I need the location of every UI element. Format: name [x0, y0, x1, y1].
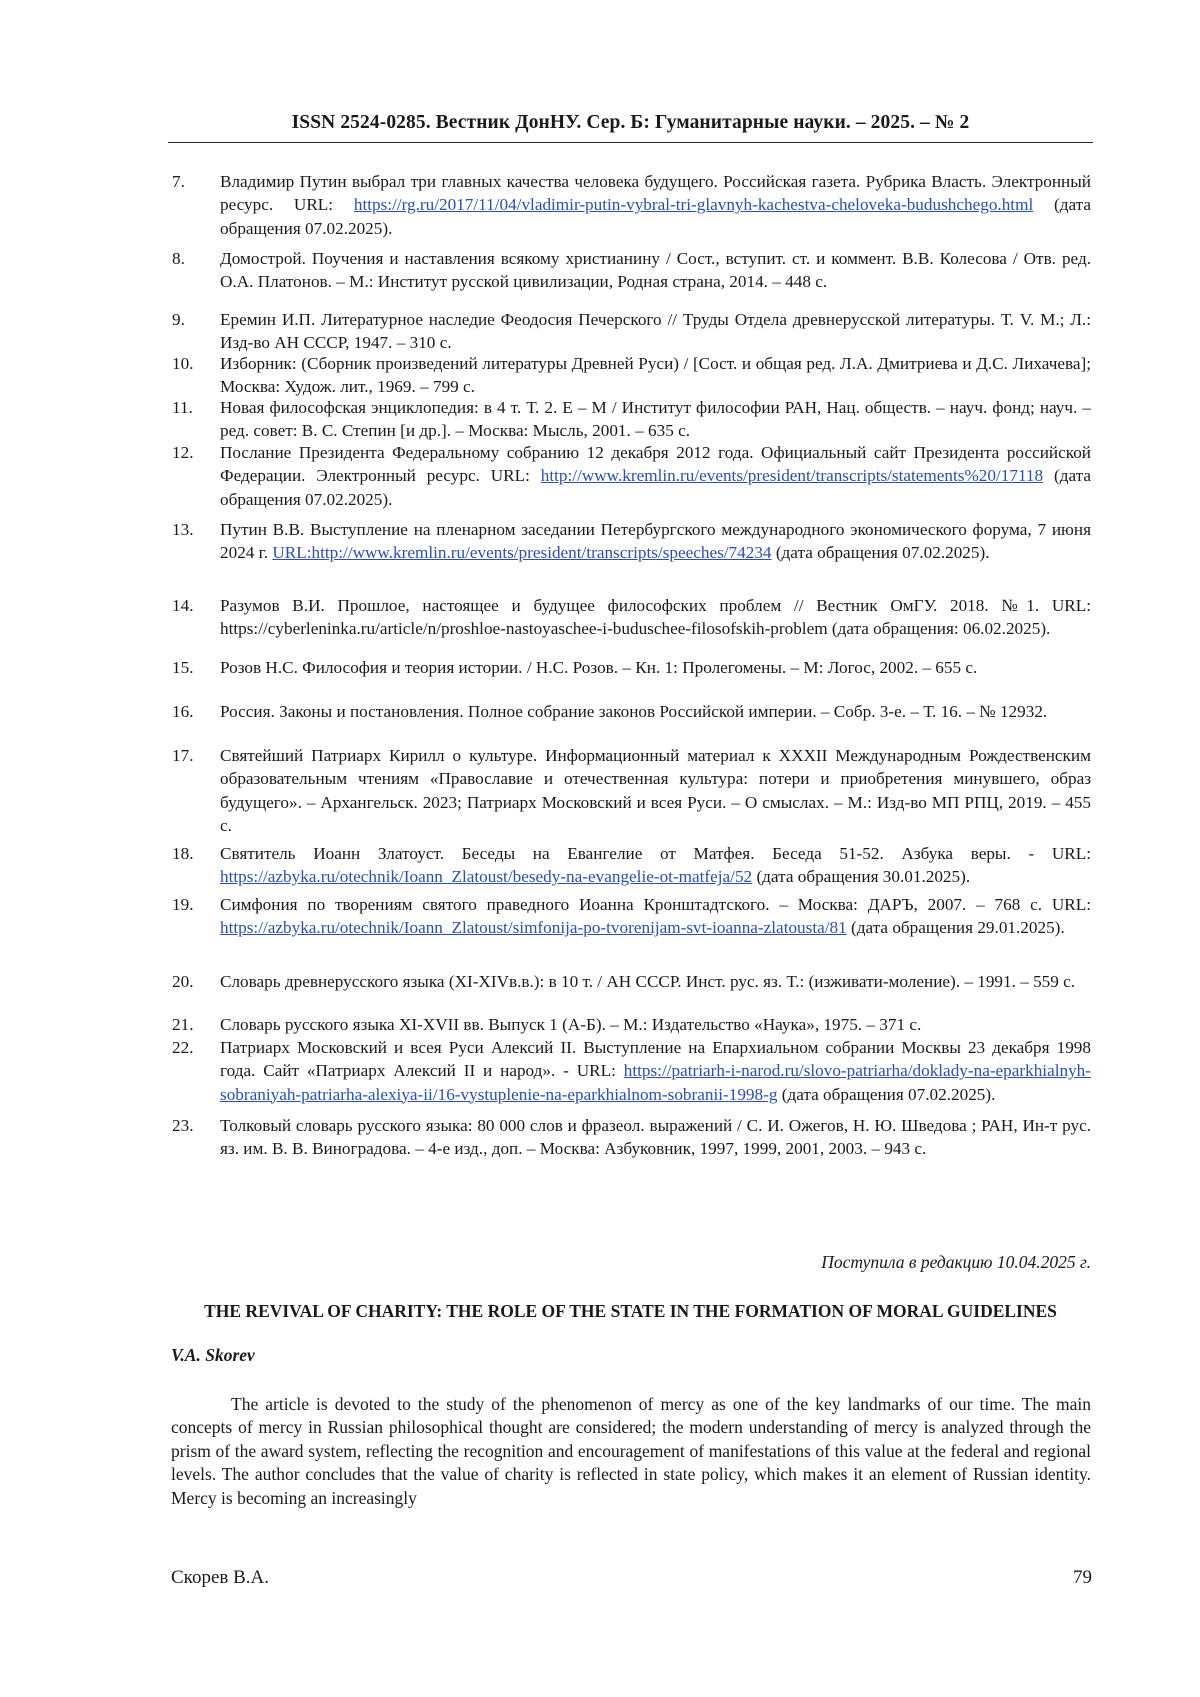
received-date: Поступила в редакцию 10.04.2025 г. [821, 1252, 1091, 1272]
english-article-title: THE REVIVAL OF CHARITY: THE ROLE OF THE STATE IN THE FORMATION OF MORAL GUIDELINES [204, 1301, 1057, 1321]
reference-text: Разумов В.И. Прошлое, настоящее и будущее философских проблем // Вестник ОмГУ. 2018. №1. URL: https://cyberleninka.ru/article/n/proshloe-nastoyaschee-i-buduschee-filosofskih-problem (дата обращения: 06.02.2025). [220, 596, 1091, 639]
reference-text: Еремин И.П. Литературное наследие Феодосия Печерского // Труды Отдела древнерусской литературы. Т. V. М.; Л.: Изд-во АН СССР, 1947. – 310 с. [220, 310, 1091, 353]
reference-text: Владимир Путин выбрал три главных качества человека будущего. Российская газета. Рубрика Власть. Электронный ресурс. URL: [220, 172, 1091, 215]
reference-text: Симфония по творениям святого праведного Иоанна Кронштадтского. – Москва: ДАРЪ, 2007. – 768 с. URL: [220, 895, 1091, 914]
reference-number: 18. [172, 844, 194, 863]
reference-text: Розов Н.С. Философия и теория истории. / Н.С. Розов. – Кн. 1: Пролегомены. – М: Логос, 2002. – 655 с. [220, 658, 978, 677]
english-abstract: The article is devoted to the study of the phenomenon of mercy as one of the key landmarks of our time. The main concepts of mercy in Russian philosophical thought are considered; the modern understanding of mercy is analyzed through the prism of the award system, reflecting the recognition and encouragement of manifestations of this value at the federal and regional levels. The author concludes that the value of charity is reflected in state policy, which makes it an element of Russian identity. Mercy is becoming an increasingly [171, 1394, 1091, 1508]
reference-number: 7. [172, 172, 185, 191]
reference-link[interactable]: http://www.kremlin.ru/events/president/transcripts/statements%20/17118 [540, 466, 1044, 486]
page-number: 79 [1073, 1567, 1092, 1588]
reference-access-date: (дата обращения 07.02.2025). [771, 543, 990, 563]
english-author: V.A. Skorev [171, 1345, 255, 1365]
reference-access-date: (дата обращения 30.01.2025). [752, 867, 971, 887]
header-rule [168, 142, 1093, 143]
reference-number: 21. [172, 1015, 194, 1034]
reference-number: 14. [172, 596, 194, 615]
reference-number: 12. [172, 443, 194, 462]
reference-number: 8. [172, 249, 185, 268]
reference-access-date: (дата обращения 07.02.2025). [220, 466, 1091, 509]
reference-text: Толковый словарь русского языка: 80 000 слов и фразеол. выражений / С. И. Ожегов, Н. Ю. Шведова ; РАН, Ин-т рус. яз. им. В. В. Виноградова. – 4-е изд., доп. – Москва: Азбуковник, 1997, 1999, 2001, 2003. – 943 с. [220, 1116, 1091, 1159]
reference-access-date: (дата обращения 07.02.2025). [220, 195, 1091, 238]
reference-number: 16. [172, 702, 194, 721]
reference-number: 23. [172, 1116, 194, 1135]
reference-text: Словарь русского языка XI-XVII вв. Выпуск 1 (А-Б). – М.: Издательство «Наука», 1975. – 371 с. [220, 1015, 922, 1034]
reference-number: 9. [172, 310, 185, 329]
reference-text: Новая философская энциклопедия: в 4 т. Т. 2. Е – М / Институт философии РАН, Нац. обществ. – науч. фонд; науч. – ред. совет: В. С. Степин [и др.]. – Москва: Мысль, 2001. – 635 с. [220, 398, 1091, 441]
reference-link[interactable]: https://patriarh-i-narod.ru/slovo-patriarha/doklady-na-eparkhialnyh-sobraniyah-patriarha-alexiya-ii/16-vystuplenie-na-eparkhialnom-sobranii-1998-g [220, 1061, 1091, 1104]
reference-link[interactable]: https://azbyka.ru/otechnik/Ioann_Zlatoust/besedy-na-evangelie-ot-matfeja/52 [220, 867, 753, 887]
reference-number: 11. [172, 398, 193, 417]
reference-text: Святитель Иоанн Златоуст. Беседы на Евангелие от Матфея. Беседа 51-52. Азбука веры. - URL: [220, 844, 1091, 863]
reference-text: Путин В.В. Выступление на пленарном заседании Петербургского международного экономического форума, 7 июня 2024 г. [220, 520, 1091, 563]
reference-number: 19. [172, 895, 194, 914]
reference-link[interactable]: https://rg.ru/2017/11/04/vladimir-putin-vybral-tri-glavnyh-kachestva-cheloveka-budushchego.html [353, 195, 1034, 215]
reference-access-date: (дата обращения 29.01.2025). [846, 918, 1065, 938]
reference-number: 20. [172, 972, 194, 991]
reference-link[interactable]: URL:http://www.kremlin.ru/events/president/transcripts/speeches/74234 [272, 543, 772, 563]
reference-number: 15. [172, 658, 194, 677]
reference-number: 13. [172, 520, 194, 539]
reference-text: Словарь древнерусского языка (XI-XIVв.в.): в 10 т. / АН СССР. Инст. рус. яз. Т.: (изживати-моление). – 1991. – 559 с. [220, 972, 1076, 991]
reference-text: Россия. Законы и постановления. Полное собрание законов Российской империи. – Собр. 3-е. – Т. 16. – № 12932. [220, 702, 1048, 721]
running-header: ISSN 2524-0285. Вестник ДонНУ. Сер. Б: Гуманитарные науки. – 2025. – № 2 [291, 112, 970, 133]
footer-author: Скорев В.А. [171, 1567, 269, 1588]
reference-link[interactable]: https://azbyka.ru/otechnik/Ioann_Zlatoust/simfonija-po-tvorenijam-svt-ioanna-zlatousta/81 [220, 918, 847, 938]
reference-number: 17. [172, 746, 194, 765]
reference-number: 10. [172, 354, 194, 373]
reference-text: Святейший Патриарх Кирилл о культуре. Информационный материал к XXXII Международным Рождественским образовательным чтениям «Православие и отечественная культура: потери и приобретения минувшего, образ будущего». – Архангельск. 2023; Патриарх Московский и всея Руси. – О смыслах. – М.: Изд-во МП РПЦ, 2019. – 455 с. [220, 746, 1091, 835]
reference-number: 22. [172, 1038, 194, 1057]
reference-text: Послание Президента Федеральному собранию 12 декабря 2012 года. Официальный сайт Президента российской Федерации. Электронный ресурс. URL: [220, 443, 1091, 486]
reference-access-date: (дата обращения 07.02.2025). [777, 1084, 996, 1104]
reference-text: Патриарх Московский и всея Руси Алексий II. Выступление на Епархиальном собрании Москвы 23 декабря 1998 года. Сайт «Патриарх Алексий II и народ». - URL: [220, 1038, 1091, 1081]
reference-text: Домострой. Поучения и наставления всякому христианину / Сост., вступит. ст. и коммент. В.В. Колесова / Отв. ред. О.А. Платонов. – М.: Институт русской цивилизации, Родная страна, 2014. – 448 с. [220, 249, 1091, 292]
reference-text: Изборник: (Сборник произведений литературы Древней Руси) / [Сост. и общая ред. Л.А. Дмитриева и Д.С. Лихачева]; Москва: Худож. лит., 1969. – 799 с. [220, 354, 1091, 397]
